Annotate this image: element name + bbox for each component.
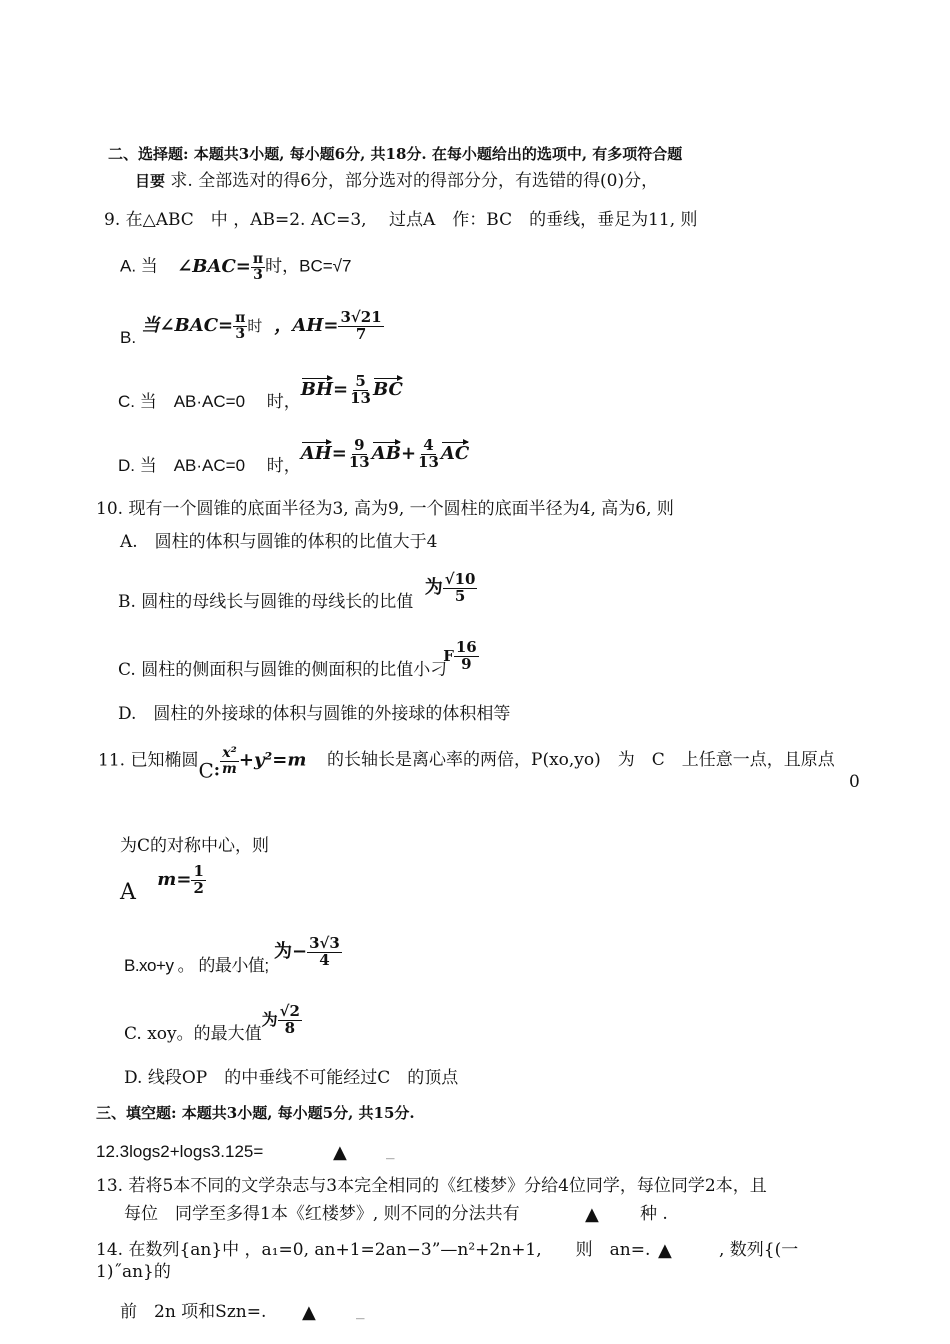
q9-b-num2: 3√21 [340,308,382,326]
q9-d-frac1 [347,438,372,471]
q9-b-prefix: B. [120,327,137,347]
q9-a-tail: ，BC=√7 [282,256,352,276]
q10-b-wei: 为 [424,576,443,598]
q14-answer-mark-2: ▲ [302,1302,316,1323]
q9-c-prefix: C. 当 AB·AC=0 时， [118,391,301,411]
q11-c-wei: 为 [261,1009,278,1029]
q11-option-a [120,864,206,906]
q11-a-letter: A [120,879,136,905]
q9-option-c [118,374,403,412]
q12-blank: _ [386,1140,395,1160]
q11-line2: 为C的对称中心，则 [120,836,270,856]
q9-b-mid: ，AH= [274,314,339,336]
q10-option-a: A. 圆柱的体积与圆锥的体积的比值大于4 [120,532,438,552]
q11-option-b [124,936,342,976]
q9-d-vec1: AH [300,442,332,464]
q9-option-d [118,438,469,476]
q11-stem-prefix: 11. 已知椭圆 [98,750,199,771]
q9-c-den: 13 [350,388,371,407]
q10-option-d: D. 圆柱的外接球的体积与圆锥的外接球的体积相等 [118,704,511,724]
q12-text: 12.3logs2+logs3.125= [96,1142,264,1161]
q9-c-frac [348,374,373,407]
q9-b-den: 3 [235,325,246,342]
q10-c-text: C. 圆柱的侧面积与圆锥的侧面积的比值小刁 [118,659,448,680]
q11-c-letter: C [198,758,214,783]
q10-c-den: 9 [461,654,472,673]
q9-d-plus: + [400,442,417,464]
q9-a-prefix: A. 当 [120,256,158,276]
q11-b-num: 3√3 [309,934,340,952]
q11-b-wei: 为− [274,940,308,962]
q14-answer-mark: ▲ [658,1240,672,1261]
q9-b-expr: 当∠BAC= [141,314,234,336]
q9-stem: 9. 在△ABC 中 ，AB=2. AC=3, 过点A 作：BC 的垂线，垂足为11, 则 [104,210,698,230]
q14-line1b: , 数列{(一 [719,1240,799,1260]
q9-d-vec2: AB [371,442,401,464]
q10-b-num: √10 [444,570,476,588]
q11-c-den: 8 [284,1018,296,1037]
q10-stem: 10. 现有一个圆锥的底面半径为3, 高为9, 一个圆柱的底面半径为4, 高为6, 则 [96,499,674,519]
q9-option-b [120,310,384,348]
q10-option-c [118,640,479,680]
q9-d-vec3: AC [440,442,470,464]
q11-a-den: 2 [193,878,204,897]
q9-option-a [120,252,351,282]
section-3-heading: 三、填空题: 本题共3小题, 每小题5分, 共15分. [96,1104,415,1122]
q11-option-d: D. 线段OP 的中垂线不可能经过C 的顶点 [124,1068,459,1088]
q11-zero: 0 [849,772,860,792]
q11-b-den: 4 [319,950,330,969]
q9-b-time: 时 [247,316,263,335]
section-2-heading-cont [135,171,658,191]
q11-x-num: x² [222,745,237,761]
q9-d-prefix: D. 当 AB·AC=0 时， [118,455,301,475]
q11-c-frac [278,1004,302,1037]
q9-b-den2: 7 [355,324,367,343]
q13-tail: 种 . [640,1204,668,1224]
q10-b-text: B. 圆柱的母线长与圆锥的母线长的比值 [118,591,414,612]
q11-b-frac [307,936,342,969]
q11-stem [98,746,306,783]
q11-c-num: √2 [279,1002,300,1020]
q14-line3: 前 2n 项和Szn=. [120,1302,267,1322]
q9-b-num: π [235,310,246,327]
q14-blank: _ [356,1300,365,1320]
q9-a-den: 3 [253,266,263,283]
q9-d-eq: = [331,442,347,464]
q9-a-frac [251,252,265,282]
section-2-heading-bold: 目要 [135,172,166,190]
q11-colon: : [213,760,221,781]
q11-eq-tail: +y²=m [238,749,307,771]
q13-line1: 13. 若将5本不同的文学杂志与3本完全相同的《红楼梦》分给4位同学，每位同学2本，且 [96,1176,767,1196]
q11-c-text: C. xoy。的最大值 [124,1023,262,1044]
q13-answer-mark: ▲ [585,1204,599,1225]
q9-a-num: π [252,251,264,267]
section-2-heading-text: 求. 全部选对的得6分，部分选对的得部分分，有选错的得(0)分， [165,171,659,191]
q11-option-c [124,1004,302,1044]
q10-c-f: F [443,646,454,665]
section-2-heading: 二、选择题: 本题共3小题, 每小题6分, 共18分. 在每小题给出的选项中, 有多项符合题 [108,145,683,163]
q9-b-frac2 [338,310,383,343]
q9-a-expr: ∠BAC= [177,255,251,277]
q13-line2: 每位 同学至多得1本《红楼梦》, 则不同的分法共有 [124,1204,520,1224]
q11-a-expr: m= [157,868,192,890]
q11-x-den: m [222,760,237,777]
q9-c-vec1: BH [300,378,334,400]
q10-c-frac [454,640,479,673]
q9-b-frac [233,311,247,341]
q10-b-frac [443,572,478,605]
q14-line1a: 14. 在数列{an}中 ，a₁=0, an+1=2an−3”—n²+2n+1, 则 an=. [96,1240,651,1260]
q9-d-den2: 13 [418,452,439,471]
q10-c-num: 16 [455,638,477,656]
q9-d-frac2 [416,438,441,471]
q11-b-text: B.xo+y 。 的最小值; [124,955,269,975]
q9-d-num1: 9 [354,436,365,454]
q9-a-time: 时 [265,256,283,277]
q9-c-vec2: BC [373,378,403,400]
q11-a-num: 1 [193,862,204,880]
q14-line2: 1)˝an}的 [96,1262,171,1282]
q9-c-eq: = [333,378,349,400]
q11-stem-tail: 的长轴长是离心率的两倍，P(xo,yo) 为 C 上任意一点，且原点 [327,750,835,770]
q11-ellipse-frac [220,746,239,776]
q9-d-den1: 13 [348,452,370,471]
q12-answer-mark: ▲ [333,1142,347,1163]
q9-c-num: 5 [355,372,366,390]
q11-a-frac [191,864,205,897]
q10-option-b [118,572,477,612]
q9-d-num2: 4 [423,436,434,454]
q10-b-den: 5 [454,586,466,605]
